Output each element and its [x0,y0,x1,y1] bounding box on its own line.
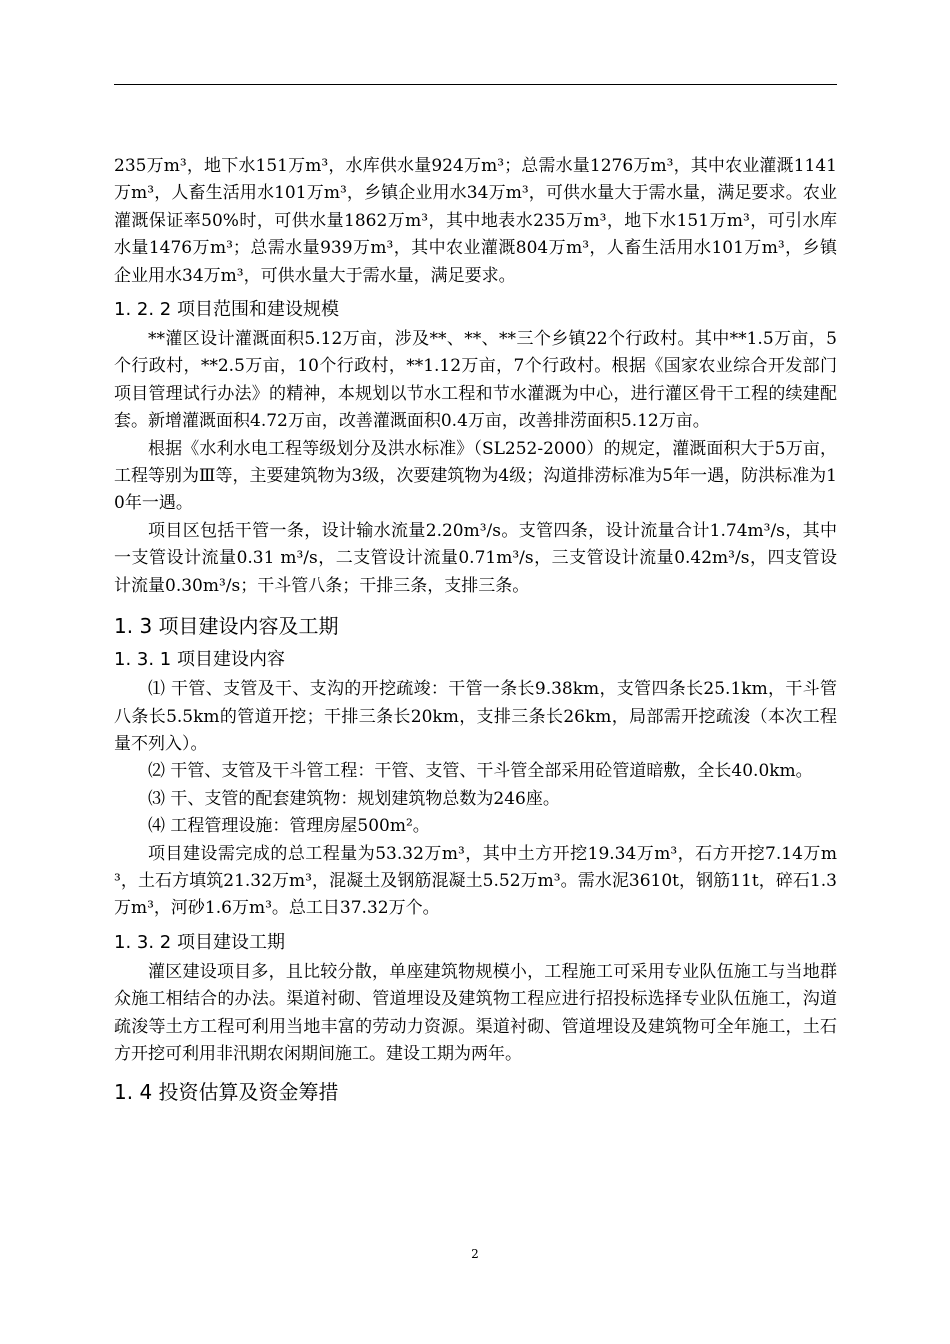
paragraph-item-2: ⑵ 干管、支管及干斗管工程：干管、支管、干斗管全部采用砼管道暗敷，全长40.0km。 [148,761,813,782]
paragraph-item-4: ⑷ 工程管理设施：管理房屋500m²。 [148,816,430,837]
paragraph-item-1: ⑴ 干管、支管及干、支沟的开挖疏竣：干管一条长9.38km，支管四条长25.1km，干斗管八条长5.5km的管道开挖；干排三条长20km，支排三条长26km，局部需开挖疏浚（本次工程量不列入）。 [114,679,837,754]
paragraph-standards: 根据《水利水电工程等级划分及洪水标准》（SL252-2000）的规定，灌溉面积大于5万亩，工程等别为Ⅲ等，主要建筑物为3级，次要建筑物为4级；沟道排涝标准为5年一遇，防洪标准为10年一遇。 [114,438,837,514]
paragraph-item-3: ⑶ 干、支管的配套建筑物：规划建筑物总数为246座。 [148,788,560,809]
heading-1-2-2: 1. 2. 2 项目范围和建设规模 [114,299,339,321]
paragraph-scope: **灌区设计灌溉面积5.12万亩，涉及**、**、**三个乡镇22个行政村。其中**1.5万亩，5个行政村，**2.5万亩，10个行政村，**1.12万亩，7个行政村。根据《国家农业综合开发部门项目管理试行办法》的精神，本规划以节水工程和节水灌溉为中心，进行灌区骨干工程的续建配套。新增灌溉面积4.72万亩，改善灌溉面积0.4万亩，改善排涝面积5.12万亩。 [114,329,837,432]
page-number: 2 [471,1247,479,1261]
paragraph-schedule: 灌区建设项目多，且比较分散，单座建筑物规模小，工程施工可采用专业队伍施工与当地群众施工相结合的办法。渠道衬砌、管道埋设及建筑物工程应进行招投标选择专业队伍施工，沟道疏浚等土方工程可利用当地丰富的劳动力资源。渠道衬砌、管道埋设及建筑物可全年施工，土石方开挖可利用非汛期农闲期间施工。建设工期为两年。 [114,961,837,1064]
heading-1-3: 1. 3 项目建设内容及工期 [114,614,339,639]
heading-1-3-1: 1. 3. 1 项目建设内容 [114,649,285,671]
paragraph-water-supply: 235万m³，地下水151万m³，水库供水量924万m³；总需水量1276万m³，其中农业灌溉1141万m³，人畜生活用水101万m³，乡镇企业用水34万m³，可供水量大于需水量，满足要求。农业灌溉保证率50%时，可供水量1862万m³，其中地表水235万m³，地下水151万m³，可引水库水量1476万m³；总需水量939万m³，其中农业灌溉804万m³，人畜生活用水101万m³，乡镇企业用水34万m³，可供水量大于需水量，满足要求。 [114,156,837,286]
paragraph-quantities: 项目建设需完成的总工程量为53.32万m³，其中土方开挖19.34万m³，石方开挖7.14万m³，土石方填筑21.32万m³，混凝土及钢筋混凝土5.52万m³。需水泥3610t，钢筋11t，碎石1.3万m³，河砂1.6万m³。总工日37.32万个。 [114,843,837,919]
paragraph-pipes: 项目区包括干管一条，设计输水流量2.20m³/s。支管四条，设计流量合计1.74m³/s，其中一支管设计流量0.31 m³/s，二支管设计流量0.71m³/s，三支管设计流量0.42m³/s，四支管设计流量0.30m³/s；干斗管八条；干排三条，支排三条。 [114,520,837,596]
heading-1-3-2: 1. 3. 2 项目建设工期 [114,931,285,953]
heading-1-4: 1. 4 投资估算及资金筹措 [114,1080,339,1105]
document-body [114,153,837,1112]
header-rule [114,84,837,85]
